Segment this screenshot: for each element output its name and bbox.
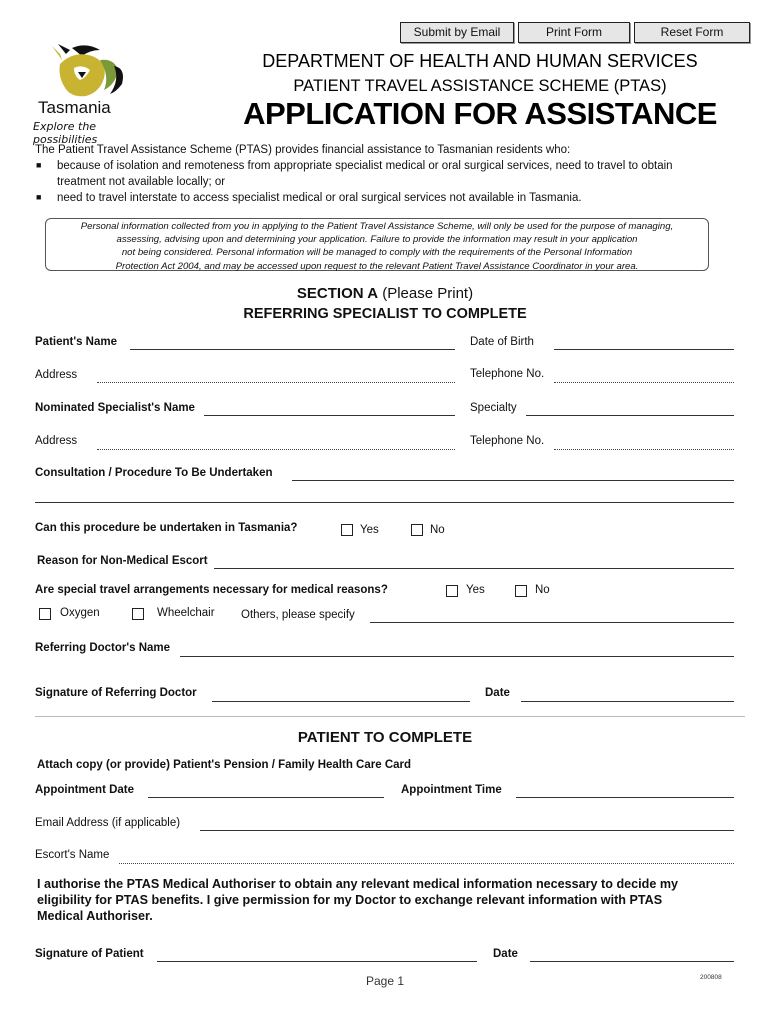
dob-label: Date of Birth xyxy=(470,336,534,348)
tasmania-no-label: No xyxy=(430,524,445,536)
escort-reason-label: Reason for Non-Medical Escort xyxy=(37,555,208,567)
intro-text: The Patient Travel Assistance Scheme (PTAS) provides financial assistance to Tasmanian residents who: xyxy=(35,144,571,156)
dob-field[interactable] xyxy=(554,349,734,350)
authorise-line-3: Medical Authoriser. xyxy=(37,909,153,923)
doctor-date-field[interactable] xyxy=(521,701,734,702)
escort-reason-field[interactable] xyxy=(214,568,734,569)
privacy-notice xyxy=(45,218,709,271)
department-title: DEPARTMENT OF HEALTH AND HUMAN SERVICES xyxy=(262,51,698,71)
reset-form-button[interactable]: Reset Form xyxy=(634,22,750,43)
authorise-line-1: I authorise the PTAS Medical Authoriser to obtain any relevant medical information necessary to decide my xyxy=(37,877,679,891)
consultation-field-line-2[interactable] xyxy=(35,502,734,503)
email-field[interactable] xyxy=(200,830,734,831)
form-code: 200808 xyxy=(700,974,722,981)
patient-date-field[interactable] xyxy=(530,961,734,962)
doctor-date-label: Date xyxy=(485,687,510,699)
appointment-date-label: Appointment Date xyxy=(35,784,135,796)
patient-signature-field[interactable] xyxy=(157,961,477,962)
patient-name-field[interactable] xyxy=(130,349,455,350)
tasmanian-tiger-icon xyxy=(30,40,160,102)
bullet-icon: ■ xyxy=(36,160,42,170)
referring-doctor-field[interactable] xyxy=(180,656,734,657)
notice-line-3: not being considered. Personal information will be managed to comply with the requirements of the Personal Information xyxy=(121,247,633,259)
email-label: Email Address (if applicable) xyxy=(35,817,181,829)
tasmania-yes-checkbox[interactable] xyxy=(341,524,353,536)
scheme-title: PATIENT TRAVEL ASSISTANCE SCHEME (PTAS) xyxy=(293,77,667,95)
referring-doctor-label: Referring Doctor's Name xyxy=(35,642,171,654)
bullet-2: need to travel interstate to access specialist medical or oral surgical services not available in Tasmania. xyxy=(57,192,582,204)
bullet-icon: ■ xyxy=(36,192,42,202)
others-label: Others, please specify xyxy=(241,609,355,621)
page-title: APPLICATION FOR ASSISTANCE xyxy=(243,96,717,131)
section-a-title: SECTION A xyxy=(296,285,379,302)
page-number: Page 1 xyxy=(366,974,405,988)
specialist-address-label: Address xyxy=(35,435,78,447)
consultation-field[interactable] xyxy=(292,480,734,481)
appointment-time-label: Appointment Time xyxy=(401,784,502,796)
special-travel-no-label: No xyxy=(535,584,550,596)
specialist-telephone-label: Telephone No. xyxy=(470,435,545,447)
specialty-label: Specialty xyxy=(470,402,517,414)
wheelchair-checkbox[interactable] xyxy=(132,608,144,620)
attach-card-label: Attach copy (or provide) Patient's Pension / Family Health Care Card xyxy=(37,759,412,771)
bullet-1-line-1: because of isolation and remoteness from appropriate specialist medical or oral surgical services, need to travel to obtain xyxy=(57,160,673,172)
patient-section-title: PATIENT TO COMPLETE xyxy=(297,729,473,746)
special-travel-yes-checkbox[interactable] xyxy=(446,585,458,597)
section-divider xyxy=(35,716,745,717)
escort-name-field[interactable] xyxy=(119,863,734,864)
patient-name-label: Patient's Name xyxy=(35,336,117,348)
notice-line-2: assessing, advising upon and determining your application. Failure to provide the information may result in your application xyxy=(116,234,638,246)
specialist-telephone-field[interactable] xyxy=(554,449,734,450)
tasmania-logo xyxy=(30,40,160,146)
patient-date-label: Date xyxy=(493,948,518,960)
special-travel-label: Are special travel arrangements necessary for medical reasons? xyxy=(35,584,388,596)
nominated-specialist-field[interactable] xyxy=(204,415,455,416)
address-field[interactable] xyxy=(97,382,455,383)
consultation-label: Consultation / Procedure To Be Undertaken xyxy=(35,467,273,479)
section-a-suffix: (Please Print) xyxy=(382,285,474,302)
authorisation-statement xyxy=(37,876,737,924)
patient-signature-label: Signature of Patient xyxy=(35,948,144,960)
special-travel-yes-label: Yes xyxy=(466,584,485,596)
nominated-specialist-label: Nominated Specialist's Name xyxy=(35,402,195,414)
print-form-button[interactable]: Print Form xyxy=(518,22,630,43)
specialty-field[interactable] xyxy=(526,415,734,416)
tasmania-yes-label: Yes xyxy=(360,524,379,536)
doctor-signature-field[interactable] xyxy=(212,701,470,702)
specialist-address-field[interactable] xyxy=(97,449,455,450)
submit-by-email-button[interactable]: Submit by Email xyxy=(400,22,514,43)
oxygen-label: Oxygen xyxy=(60,607,100,619)
telephone-label: Telephone No. xyxy=(470,368,545,380)
special-travel-no-checkbox[interactable] xyxy=(515,585,527,597)
telephone-field[interactable] xyxy=(554,382,734,383)
tasmania-question-label: Can this procedure be undertaken in Tasmania? xyxy=(35,522,298,534)
authorise-line-2: eligibility for PTAS benefits. I give permission for my Doctor to exchange relevant information with PTAS xyxy=(37,893,663,907)
bullet-1-line-2: treatment not available locally; or xyxy=(57,176,226,188)
tasmania-no-checkbox[interactable] xyxy=(411,524,423,536)
appointment-time-field[interactable] xyxy=(516,797,734,798)
logo-tagline: Explore the possibilities xyxy=(33,120,98,146)
notice-line-1: Personal information collected from you in applying to the Patient Travel Assistance Scheme, will only be used for the purpose of managing, xyxy=(80,221,674,232)
doctor-signature-label: Signature of Referring Doctor xyxy=(35,687,197,699)
escort-name-label: Escort's Name xyxy=(35,849,110,861)
address-label: Address xyxy=(35,369,78,381)
oxygen-checkbox[interactable] xyxy=(39,608,51,620)
notice-line-4: Protection Act 2004, and may be accessed upon request to the relevant Patient Travel Assistance Coordinator in your area. xyxy=(115,260,639,272)
logo-name: Tasmania xyxy=(38,98,111,117)
wheelchair-label: Wheelchair xyxy=(157,607,215,619)
appointment-date-field[interactable] xyxy=(148,797,384,798)
section-a-subtitle: REFERRING SPECIALIST TO COMPLETE xyxy=(243,306,527,322)
section-a-heading xyxy=(0,285,770,302)
others-field[interactable] xyxy=(370,622,734,623)
